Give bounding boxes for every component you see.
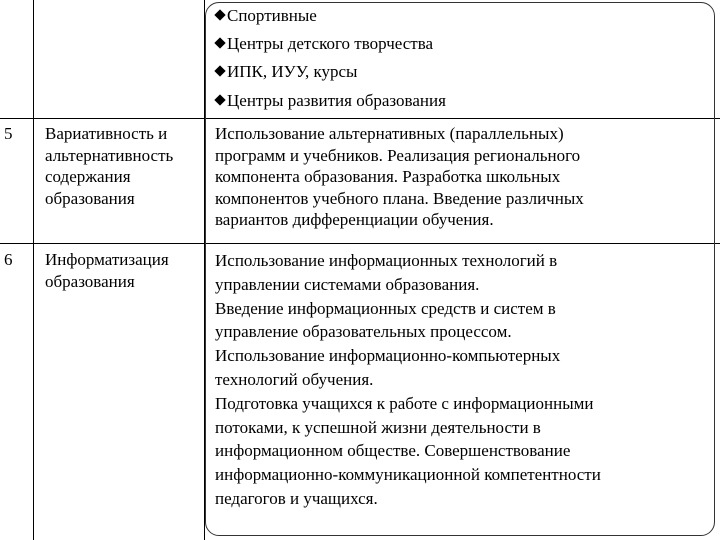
desc-line: информационно-коммуникационной компетентности — [215, 465, 601, 485]
desc-line: вариантов дифференциации обучения. — [215, 210, 494, 229]
list-item — [216, 33, 433, 54]
desc-line: программ и учебников. Реализация регионального — [215, 145, 581, 165]
diamond-bullet-icon — [214, 37, 225, 48]
diamond-bullet-icon — [214, 94, 225, 105]
desc-line: управление образовательных процессом. — [215, 322, 512, 342]
title-line: Информатизация — [45, 250, 169, 269]
bullet-text: ИПК, ИУУ, курсы — [227, 62, 358, 81]
desc-line: Использование информационно-компьютерных — [215, 346, 561, 366]
desc-line: Использование информационных технологий в — [215, 251, 558, 270]
row-divider-2 — [0, 243, 720, 244]
desc-line: технологий обучения. — [215, 369, 374, 389]
title-line: альтернативность — [45, 145, 174, 165]
list-item — [216, 90, 446, 111]
desc-line: компонента образования. Разработка школьных — [215, 167, 561, 186]
bullet-text: Центры детского творчества — [227, 34, 434, 53]
row-title — [45, 249, 169, 292]
row-title — [45, 123, 173, 209]
bullet-text: Спортивные — [227, 6, 317, 25]
row-description — [215, 249, 601, 511]
column-divider-1 — [33, 0, 34, 540]
title-line: Вариативность и — [45, 124, 168, 143]
desc-line: педагогов и учащихся. — [215, 488, 378, 508]
title-line: образования — [45, 271, 135, 291]
desc-line: Использование альтернативных (параллельных) — [215, 124, 564, 143]
title-line: образования — [45, 188, 135, 208]
bullet-text: Центры развития образования — [227, 91, 446, 110]
list-item — [216, 61, 357, 82]
desc-line: Введение информационных средств и систем в — [215, 298, 556, 318]
diamond-bullet-icon — [214, 9, 225, 20]
row-description — [215, 123, 584, 231]
desc-line: Подготовка учащихся к работе с информационными — [215, 393, 594, 413]
diamond-bullet-icon — [214, 65, 225, 76]
desc-line: потоками, к успешной жизни деятельности в — [215, 417, 541, 437]
row-number: 6 — [4, 250, 13, 269]
row-number: 5 — [4, 124, 13, 143]
desc-line: компонентов учебного плана. Введение различных — [215, 188, 584, 208]
desc-line: информационном обществе. Совершенствование — [215, 441, 571, 461]
list-item — [216, 5, 317, 26]
title-line: содержания — [45, 167, 131, 186]
row-divider-1 — [0, 118, 720, 119]
column-divider-2 — [204, 0, 205, 540]
desc-line: управлении системами образования. — [215, 274, 480, 294]
